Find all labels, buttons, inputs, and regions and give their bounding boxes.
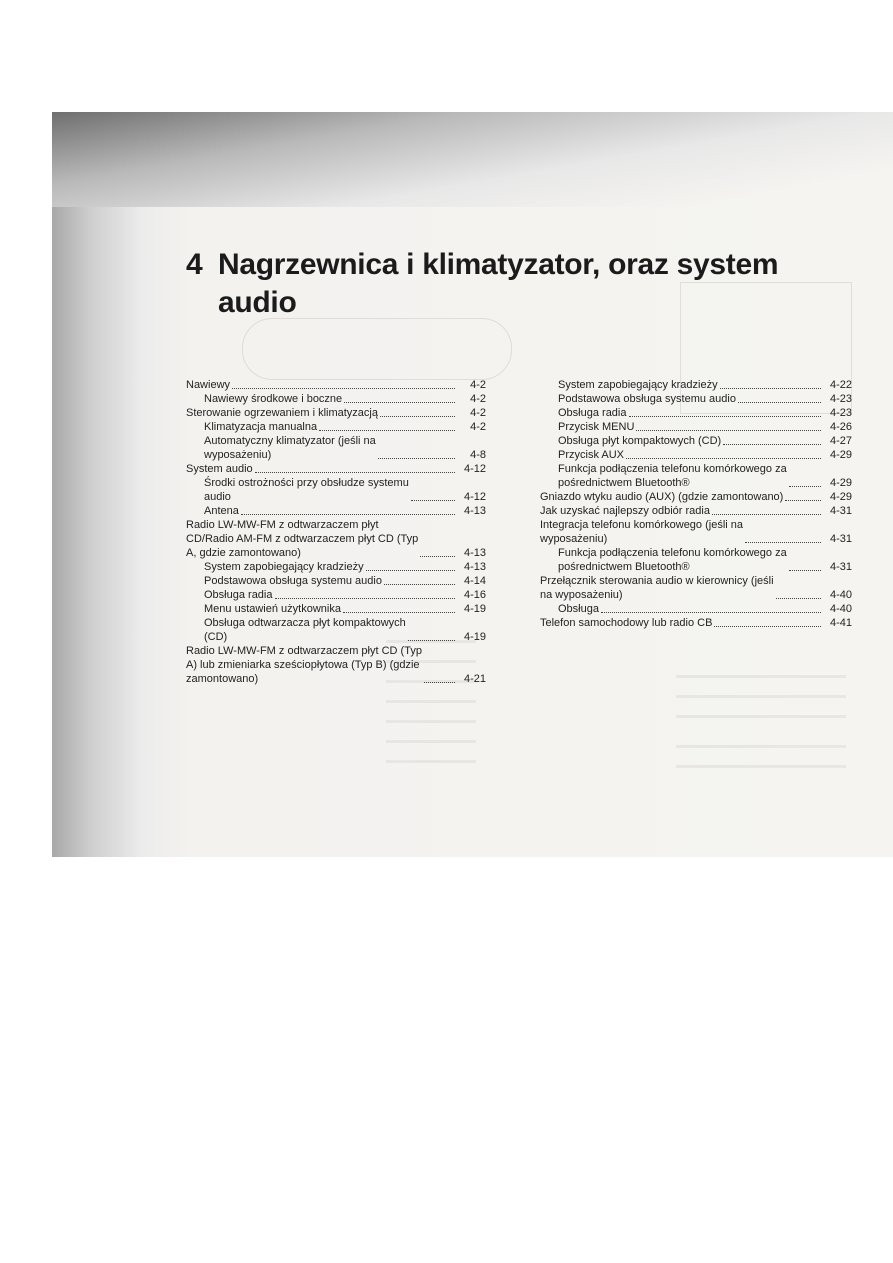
toc-entry-title: Funkcja podłączenia telefonu komórkowego za pośrednictwem Bluetooth® [558, 463, 787, 489]
toc-entry-title: Klimatyzacja manualna [204, 421, 318, 433]
toc-entry [186, 560, 486, 574]
toc-entry [540, 392, 852, 406]
toc-entry-title: Środki ostrożności przy obsłudze systemu audio [204, 477, 409, 503]
dot-leader [380, 416, 455, 417]
toc-entry-title: System zapobiegający kradzieży [558, 379, 718, 391]
toc-entry-page: 4-14 [463, 575, 486, 587]
toc-entry-page: 4-40 [829, 589, 852, 601]
toc-entry-title: Podstawowa obsługa systemu audio [558, 393, 736, 405]
toc-entry-page: 4-21 [463, 673, 486, 685]
toc-entry-page: 4-12 [463, 463, 486, 475]
dot-leader [776, 598, 821, 599]
dot-leader [712, 514, 821, 515]
bleed-through-text [676, 765, 846, 768]
toc-entry-title: System zapobiegający kradzieży [204, 561, 364, 573]
toc-entry [186, 588, 486, 602]
dot-leader [384, 584, 455, 585]
toc-entry [186, 462, 486, 476]
toc-entry [186, 616, 486, 644]
toc-entry [540, 406, 852, 420]
dot-leader [319, 430, 455, 431]
toc-entry [540, 602, 852, 616]
toc-entry [540, 574, 852, 602]
toc-entry [540, 434, 852, 448]
toc-entry-page: 4-2 [470, 379, 486, 391]
dot-leader [411, 500, 455, 501]
toc-column-left [186, 378, 486, 686]
dot-leader [275, 598, 456, 599]
toc-entry-title: Obsługa odtwarzacza płyt kompaktowych (CD) [204, 617, 406, 643]
dot-leader [629, 416, 822, 417]
dot-leader [241, 514, 455, 515]
toc-entry [540, 420, 852, 434]
dot-leader [601, 612, 821, 613]
toc-entry [540, 462, 852, 490]
toc-entry-page: 4-13 [463, 505, 486, 517]
toc-entry [186, 476, 486, 504]
toc-entry-page: 4-2 [470, 407, 486, 419]
toc-entry-page: 4-2 [470, 393, 486, 405]
toc-entry-page: 4-19 [463, 603, 486, 615]
toc-entry-title: Telefon samochodowy lub radio CB [540, 617, 713, 629]
dot-leader [720, 388, 821, 389]
toc-entry-page: 4-19 [463, 631, 486, 643]
toc-entry-title: Radio LW-MW-FM z odtwarzaczem płyt CD (Typ A) lub zmieniarka sześciopłytowa (Typ B) (gdzie zamontowano) [186, 645, 422, 685]
toc-entry-page: 4-41 [829, 617, 852, 629]
bleed-through-text [676, 675, 846, 678]
toc-entry-title: Nawiewy środkowe i boczne [204, 393, 343, 405]
toc-entry-title: Sterowanie ogrzewaniem i klimatyzacją [186, 407, 378, 419]
bleed-through-text [386, 740, 476, 743]
toc-entry [186, 406, 486, 420]
toc-entry [186, 420, 486, 434]
toc-entry-page: 4-26 [829, 421, 852, 433]
toc-entry-title: Funkcja podłączenia telefonu komórkowego za pośrednictwem Bluetooth® [558, 547, 787, 573]
toc-entry-page: 4-27 [829, 435, 852, 447]
toc-entry-page: 4-22 [829, 379, 852, 391]
page-fold-shadow [52, 112, 893, 207]
toc-entry [186, 644, 486, 686]
toc-entry-page: 4-31 [829, 561, 852, 573]
toc-entry-title: Gniazdo wtyku audio (AUX) (gdzie zamontowano) [540, 491, 784, 503]
bleed-through-text [386, 760, 476, 763]
toc-entry-title: System audio [186, 463, 253, 475]
toc-entry-title: Przycisk MENU [558, 421, 635, 433]
toc-entry-title: Przełącznik sterowania audio w kierownicy (jeśli na wyposażeniu) [540, 575, 774, 601]
toc-entry-page: 4-13 [463, 547, 486, 559]
toc-entry [186, 392, 486, 406]
dot-leader [789, 570, 821, 571]
dot-leader [626, 458, 821, 459]
toc-entry-page: 4-29 [829, 449, 852, 461]
toc-entry-title: Antena [204, 505, 239, 517]
toc-entry-title: Menu ustawień użytkownika [204, 603, 341, 615]
toc-entry [540, 448, 852, 462]
dot-leader [343, 612, 455, 613]
toc-entry [540, 616, 852, 630]
toc-entry [186, 378, 486, 392]
toc-entry [186, 434, 486, 462]
toc-entry-page: 4-29 [829, 491, 852, 503]
dot-leader [424, 682, 455, 683]
bleed-through-figure [242, 318, 512, 380]
bleed-through-text [676, 715, 846, 718]
dot-leader [745, 542, 821, 543]
dot-leader [785, 500, 821, 501]
toc-entry-title: Przycisk AUX [558, 449, 625, 461]
toc-entry [540, 518, 852, 546]
toc-entry-page: 4-40 [829, 603, 852, 615]
toc-entry-title: Obsługa płyt kompaktowych (CD) [558, 435, 722, 447]
toc-entry-page: 4-23 [829, 393, 852, 405]
toc-entry [186, 518, 486, 560]
dot-leader [789, 486, 821, 487]
toc-entry-title: Integracja telefonu komórkowego (jeśli na wyposażeniu) [540, 519, 744, 545]
toc-entry [540, 378, 852, 392]
bleed-through-text [676, 695, 846, 698]
toc-entry-title: Obsługa radia [558, 407, 627, 419]
toc-entry-page: 4-31 [829, 533, 852, 545]
dot-leader [420, 556, 455, 557]
dot-leader [714, 626, 821, 627]
toc-entry-page: 4-8 [470, 449, 486, 461]
dot-leader [738, 402, 821, 403]
toc-entry [186, 602, 486, 616]
toc-entry [540, 546, 852, 574]
toc-entry [540, 490, 852, 504]
dot-leader [255, 472, 455, 473]
bleed-through-text [386, 720, 476, 723]
toc-entry-title: Nawiewy [186, 379, 231, 391]
toc-entry [540, 504, 852, 518]
dot-leader [636, 430, 821, 431]
dot-leader [344, 402, 455, 403]
toc-entry-title: Jak uzyskać najlepszy odbiór radia [540, 505, 710, 517]
toc-entry-title: Radio LW-MW-FM z odtwarzaczem płyt CD/Radio AM-FM z odtwarzaczem płyt CD (Typ A, gdzie zamontowano) [186, 519, 419, 559]
toc-entry-title: Obsługa [558, 603, 599, 615]
toc-entry [186, 504, 486, 518]
toc-entry-title: Obsługa radia [204, 589, 273, 601]
toc-entry-page: 4-29 [829, 477, 852, 489]
toc-entry-page: 4-12 [463, 491, 486, 503]
dot-leader [408, 640, 455, 641]
toc-entry-title: Automatyczny klimatyzator (jeśli na wyposażeniu) [204, 435, 376, 461]
dot-leader [723, 444, 821, 445]
bleed-through-text [676, 745, 846, 748]
toc-entry [186, 574, 486, 588]
toc-entry-title: Podstawowa obsługa systemu audio [204, 575, 382, 587]
chapter-number: 4 [186, 248, 203, 281]
dot-leader [378, 458, 455, 459]
dot-leader [366, 570, 455, 571]
chapter-title: Nagrzewnica i klimatyzator, oraz system audio [218, 248, 779, 319]
toc-column-right [540, 378, 852, 630]
bleed-through-text [386, 700, 476, 703]
toc-entry-page: 4-2 [470, 421, 486, 433]
toc-entry-page: 4-13 [463, 561, 486, 573]
dot-leader [232, 388, 455, 389]
toc-entry-page: 4-31 [829, 505, 852, 517]
toc-entry-page: 4-23 [829, 407, 852, 419]
toc-entry-page: 4-16 [463, 589, 486, 601]
